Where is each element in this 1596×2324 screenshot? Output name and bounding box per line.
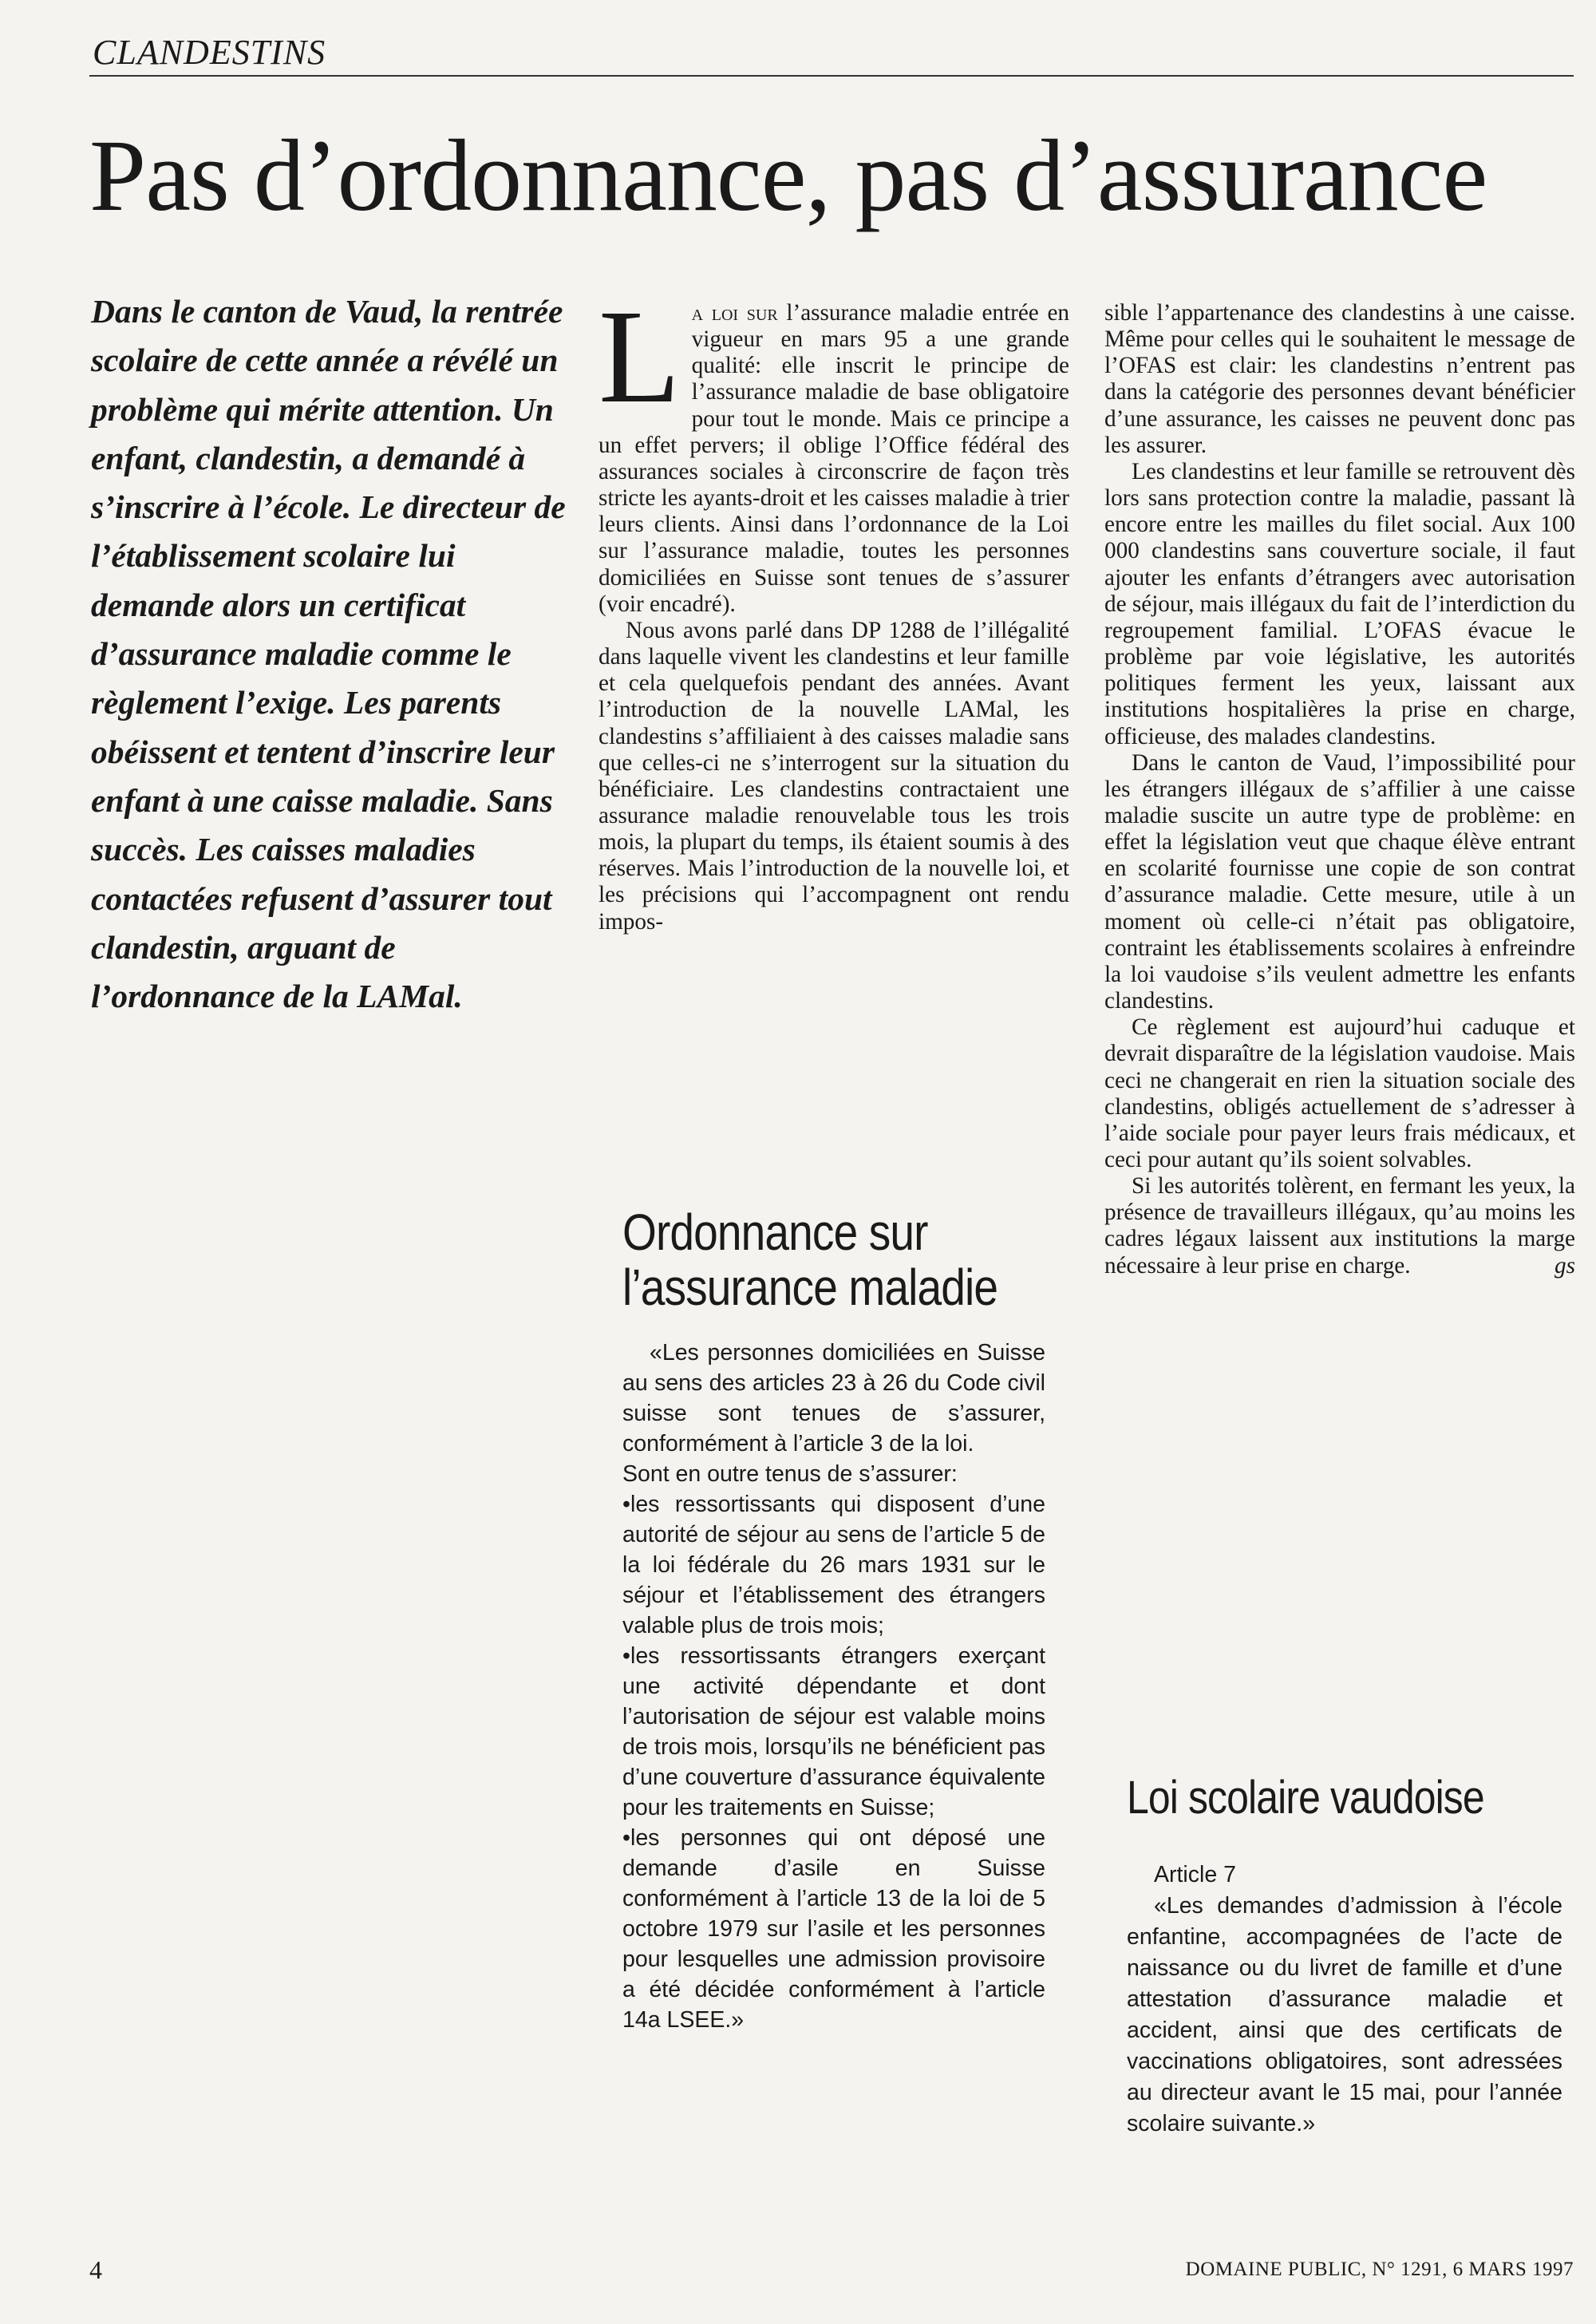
ordonnance-intro: Sont en outre tenus de s’assurer: [622,1461,958,1487]
article-paragraph-1 [598,283,1070,618]
article-paragraph-5: Ce règlement est aujourd’hui caduque et devrait disparaître de la législation vaudoise. Mais ceci ne changerait en rien la situation sociale des clandestins, obligés actuellement de s’adresser à l’aide sociale pour payer leurs frais médicaux, et ceci pour autant qu’ils soient solvables. [1104,1014,1575,1172]
loi-quote: «Les demandes d’admission à l’école enfantine, accompagnées de l’acte de naissance ou du livret de famille et d’une attestation d’assurance maladie et accident, ainsi que des certificats de vaccinations obligatoires, sont adressées au directeur avant le 15 mai, pour l’année scolaire suivante.» [1127,1893,1562,2136]
publication-reference: DOMAINE PUBLIC, N° 1291, 6 MARS 1997 [1185,2259,1574,2280]
header-rule [89,75,1574,77]
article-paragraph-4: Dans le canton de Vaud, l’impossibilité pour les étrangers illégaux de s’affilier à une caisse maladie suscite un autre type de problème: en effet la législation veut que chaque élève entrant en scolarité fournisse une copie de son contrat d’assurance maladie. Cette mesure, utile à un moment où celle-ci n’était pas obligatoire, contraint les établissements scolaires à enfreindre la loi vaudoise s’ils veulent admettre les enfants clandestins. [1104,749,1575,1014]
article-paragraph-2-continued: sible l’appartenance des clandestins à une caisse. Même pour celles qui le souhaitent le message de l’OFAS est clair: les clandestins n’entrent pas dans la catégorie des personnes devant bénéficier d’une assurance, les caisses ne peuvent donc pas les assurer. [1104,300,1575,458]
lead-in: a loi sur [691,300,778,326]
sidebar-loi-scolaire [1127,1860,1562,2140]
sidebar-title-loi-scolaire: Loi scolaire vaudoise [1127,1772,1484,1824]
paragraph-1-text: l’assurance maladie entrée en vigueur en mars 95 a une grande qualité: elle inscrit le principe de l’assurance maladie de base obligatoire pour tout le monde. Mais ce principe a un effet pervers; il oblige l’Office fédéral des assurances sociales à circonscrire de façon très stricte les ayants-droit et les caisses maladie à trier leurs clients. Ainsi dans l’ordonnance de la Loi sur l’assurance maladie, toutes les personnes domiciliées en Suisse sont tenues de s’assurer (voir encadré). [598,300,1070,617]
paragraph-6-text: Si les autorités tolèrent, en fermant les yeux, la présence de travailleurs illégaux, qu’au moins les cadres légaux laissent aux institutions la marge nécessaire à leur prise en charge. [1104,1173,1575,1279]
article-paragraph-6 [1104,1173,1575,1279]
section-label: CLANDESTINS [93,33,326,72]
list-item: • les personnes qui ont déposé une demande d’asile en Suisse conformément à l’article 13 de la loi de 5 octobre 1979 sur l’asile et les personnes pour lesquelles une admission provisoire a été décidée conformément à l’article 14a LSEE.» [622,1823,1045,2035]
article-column-3 [1104,300,1575,1279]
article-lede: Dans le canton de Vaud, la rentrée scolaire de cette année a révélé un problème qui mérite attention. Un enfant, clandestin, a demandé à s’inscrire à l’école. Le directeur de l’établissement scolaire lui demande alors un certificat d’assurance maladie comme le règlement l’exige. Les parents obéissent et tentent d’inscrire leur enfant à une caisse maladie. Sans succès. Les caisses maladies contactées refusent d’assurer tout clandestin, arguant de l’ordonnance de la LAMal. [91,293,566,1015]
sidebar-ordonnance [622,1338,1045,2035]
list-item: • les ressortissants qui disposent d’une autorité de séjour au sens de l’article 5 de la loi fédérale du 26 mars 1931 sur le séjour et l’établissement des étrangers valable plus de trois mois; [622,1489,1045,1641]
article-paragraph-2: Nous avons parlé dans DP 1288 de l’illégalité dans laquelle vivent les clandestins et leur famille et cela quelquefois pendant des années. Avant l’introduction de la nouvelle LAMal, les clandestins s’affiliaient à des caisses maladie sans que celles-ci ne s’interrogent sur la situation du bénéficiaire. Les clandestins contractaient une assurance maladie renouvelable tous les trois mois, la plupart du temps, ils étaient soumis à des réserves. Mais l’introduction de la nouvelle loi, et les précisions qui l’accompagnent ont rendu impos- [598,617,1069,935]
ordonnance-list [622,1489,1045,2035]
loi-article-number: Article 7 [1154,1862,1236,1887]
article-paragraph-3: Les clandestins et leur famille se retrouvent dès lors sans protection contre la maladie, passant là encore entre les mailles du filet social. Aux 100 000 clandestins sans couverture sociale, il faut ajouter les enfants d’étrangers avec autorisation de séjour, mais illégaux du fait de l’interdiction du regroupement familial. L’OFAS évacue le problème par voie législative, les autorités politiques ferment les yeux, laissant aux institutions hospitalières la prise en charge, officieuse, des malades clandestins. [1104,458,1575,749]
sidebar-title-ordonnance: Ordonnance sur l’assurance maladie [622,1204,998,1317]
article-column-2 [598,283,1070,935]
list-item: • les ressortissants étrangers exerçant une activité dépendante et dont l’autorisation de séjour est valable moins de trois mois, lorsqu’ils ne bénéficient pas d’une couverture d’assurance équivalente pour les traitements en Suisse; [622,1641,1045,1823]
author-signature: gs [1555,1252,1575,1279]
ordonnance-quote: «Les personnes domiciliées en Suisse au sens des articles 23 à 26 du Code civil suisse sont tenues de s’assurer, conformément à l’article 3 de la loi. [622,1340,1045,1456]
drop-cap: L [598,283,681,431]
page-number: 4 [89,2255,102,2284]
article-headline: Pas d’ordonnance, pas d’assurance [89,119,1487,232]
